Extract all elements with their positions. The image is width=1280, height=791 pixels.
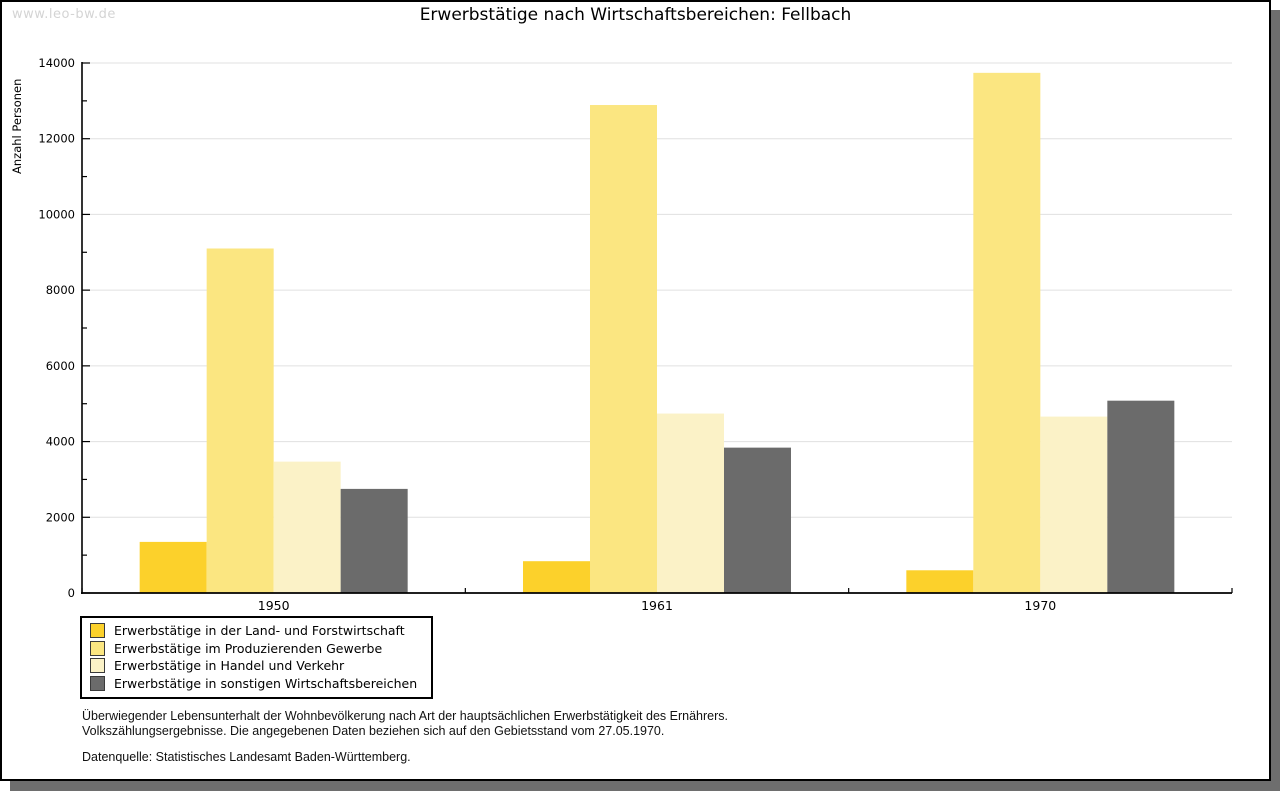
watermark: www.leo-bw.de xyxy=(12,7,116,22)
bar-1950-series1 xyxy=(140,542,207,593)
bar-1961-series1 xyxy=(523,561,590,593)
bar-1970-series1 xyxy=(906,570,973,593)
legend-label: Erwerbstätige in Handel und Verkehr xyxy=(114,658,345,673)
legend-swatch xyxy=(90,658,105,673)
footer-line: Überwiegender Lebensunterhalt der Wohnbevölkerung nach Art der hauptsächlichen Erwerbstätigkeit des Ernährers. xyxy=(82,709,728,723)
y-tick-label: 2000 xyxy=(45,510,75,525)
y-tick-label: 12000 xyxy=(38,131,75,146)
bar-1950-series3 xyxy=(274,462,341,593)
y-tick-label: 14000 xyxy=(38,56,75,70)
footer-source: Datenquelle: Statistisches Landesamt Baden-Württemberg. xyxy=(82,750,411,764)
bar-1961-series2 xyxy=(590,105,657,593)
legend-label: Erwerbstätige in sonstigen Wirtschaftsbereichen xyxy=(114,675,418,691)
footer-line: Volkszählungsergebnisse. Die angegebenen Daten beziehen sich auf den Gebietsstand vom 27.05.1970. xyxy=(82,723,665,738)
y-tick-label: 10000 xyxy=(38,207,75,222)
legend-label: Erwerbstätige im Produzierenden Gewerbe xyxy=(114,640,383,656)
bar-1961-series3 xyxy=(657,414,724,593)
legend-swatch xyxy=(90,623,105,638)
legend-item xyxy=(90,676,417,691)
bar-1961-series4 xyxy=(724,448,791,593)
x-tick-label: 1970 xyxy=(1024,598,1057,613)
y-tick-label: 8000 xyxy=(45,283,75,298)
bar-1970-series3 xyxy=(1040,417,1107,593)
bar-1950-series4 xyxy=(341,489,408,593)
legend-label: Erwerbstätige in der Land- und Forstwirtschaft xyxy=(114,623,405,638)
legend-swatch xyxy=(90,641,105,656)
y-axis-label: Anzahl Personen xyxy=(10,78,24,174)
chart-plot xyxy=(2,2,1269,622)
x-tick-label: 1961 xyxy=(641,598,673,613)
bar-1970-series2 xyxy=(973,73,1040,593)
legend-item xyxy=(90,623,417,638)
legend-swatch xyxy=(90,676,105,691)
legend xyxy=(80,616,433,699)
y-tick-label: 4000 xyxy=(45,434,75,449)
chart-title: Erwerbstätige nach Wirtschaftsbereichen: Fellbach xyxy=(419,5,852,25)
y-tick-label: 0 xyxy=(67,586,75,600)
y-tick-label: 6000 xyxy=(45,358,75,373)
bar-1970-series4 xyxy=(1107,401,1174,593)
x-tick-label: 1950 xyxy=(257,598,290,613)
legend-item xyxy=(90,641,417,656)
footer xyxy=(82,709,728,765)
bar-1950-series2 xyxy=(207,249,274,594)
legend-item xyxy=(90,658,417,673)
